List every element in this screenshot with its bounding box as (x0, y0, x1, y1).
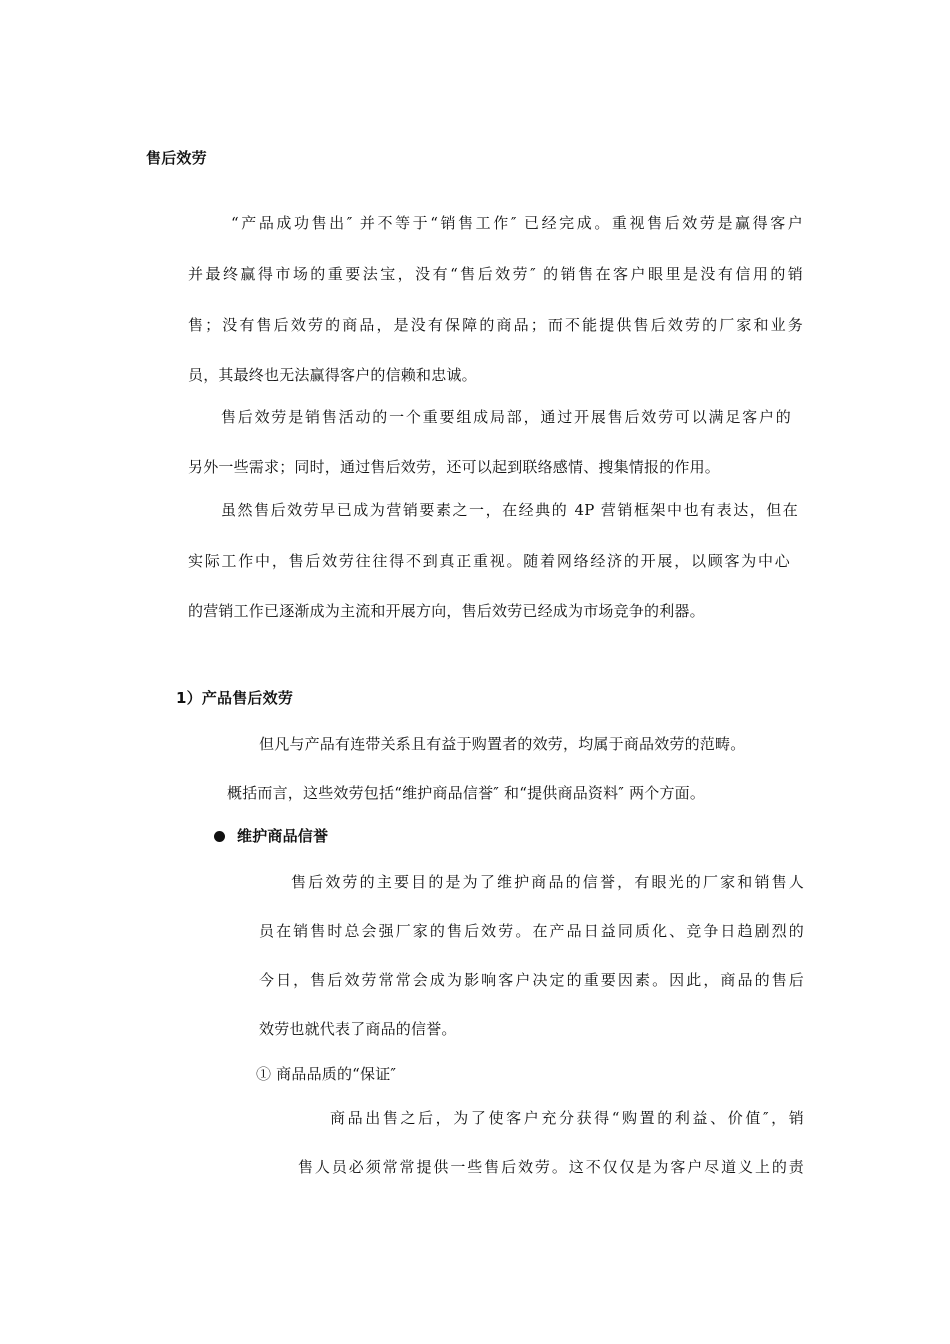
intro-line-2: 并最终赢得市场的重要法宝，没有“售后效劳″ 的销售在客户眼里是没有信用的销 (188, 265, 803, 283)
para3-line-2: 实际工作中，售后效劳往往得不到真正重视。随着网络经济的开展，以顾客为中心 (188, 552, 790, 570)
bullet1-line-4: 效劳也就代表了商品的信誉。 (259, 1020, 457, 1038)
bullet1-line-3: 今日，售后效劳常常会成为影响客户决定的重要因素。因此，商品的售后 (259, 971, 804, 989)
sub1-line-2: 售人员必须常常提供一些售后效劳。这不仅仅是为客户尽道义上的责 (298, 1158, 804, 1176)
para3-line-1: 虽然售后效劳早已成为营销要素之一，在经典的 4P 营销框架中也有表达，但在 (221, 501, 798, 519)
intro-line-1: “产品成功售出″ 并不等于“销售工作″ 已经完成。重视售后效劳是赢得客户 (231, 214, 803, 232)
bullet1-heading: 维护商品信誉 (237, 827, 329, 845)
section1-line-2: 概括而言，这些效劳包括“维护商品信誉″ 和“提供商品资料″ 两个方面。 (227, 784, 706, 802)
bullet1-line-1: 售后效劳的主要目的是为了维护商品的信誉，有眼光的厂家和销售人 (291, 873, 804, 891)
section1-heading: 1）产品售后效劳 (176, 689, 294, 707)
intro-line-4: 员，其最终也无法赢得客户的信赖和忠诚。 (188, 366, 477, 384)
para2-line-1: 售后效劳是销售活动的一个重要组成局部，通过开展售后效劳可以满足客户的 (221, 408, 791, 426)
page-title: 售后效劳 (146, 149, 207, 167)
bullet1-line-2: 员在销售时总会强厂家的售后效劳。在产品日益同质化、竞争日趋剧烈的 (259, 922, 804, 940)
para3-line-3: 的营销工作已逐渐成为主流和开展方向，售后效劳已经成为市场竞争的利器。 (188, 602, 705, 620)
bullet-dot-icon (214, 831, 225, 842)
sub1-line-1: 商品出售之后，为了使客户充分获得“购置的利益、价值″，销 (330, 1109, 804, 1127)
intro-line-3: 售；没有售后效劳的商品，是没有保障的商品；而不能提供售后效劳的厂家和业务 (188, 316, 803, 334)
sub1-heading: ① 商品品质的“保证″ (256, 1065, 397, 1083)
section1-line-1: 但凡与产品有连带关系且有益于购置者的效劳，均属于商品效劳的范畴。 (259, 735, 746, 753)
para2-line-2: 另外一些需求；同时，通过售后效劳，还可以起到联络感情、搜集情报的作用。 (188, 458, 721, 476)
